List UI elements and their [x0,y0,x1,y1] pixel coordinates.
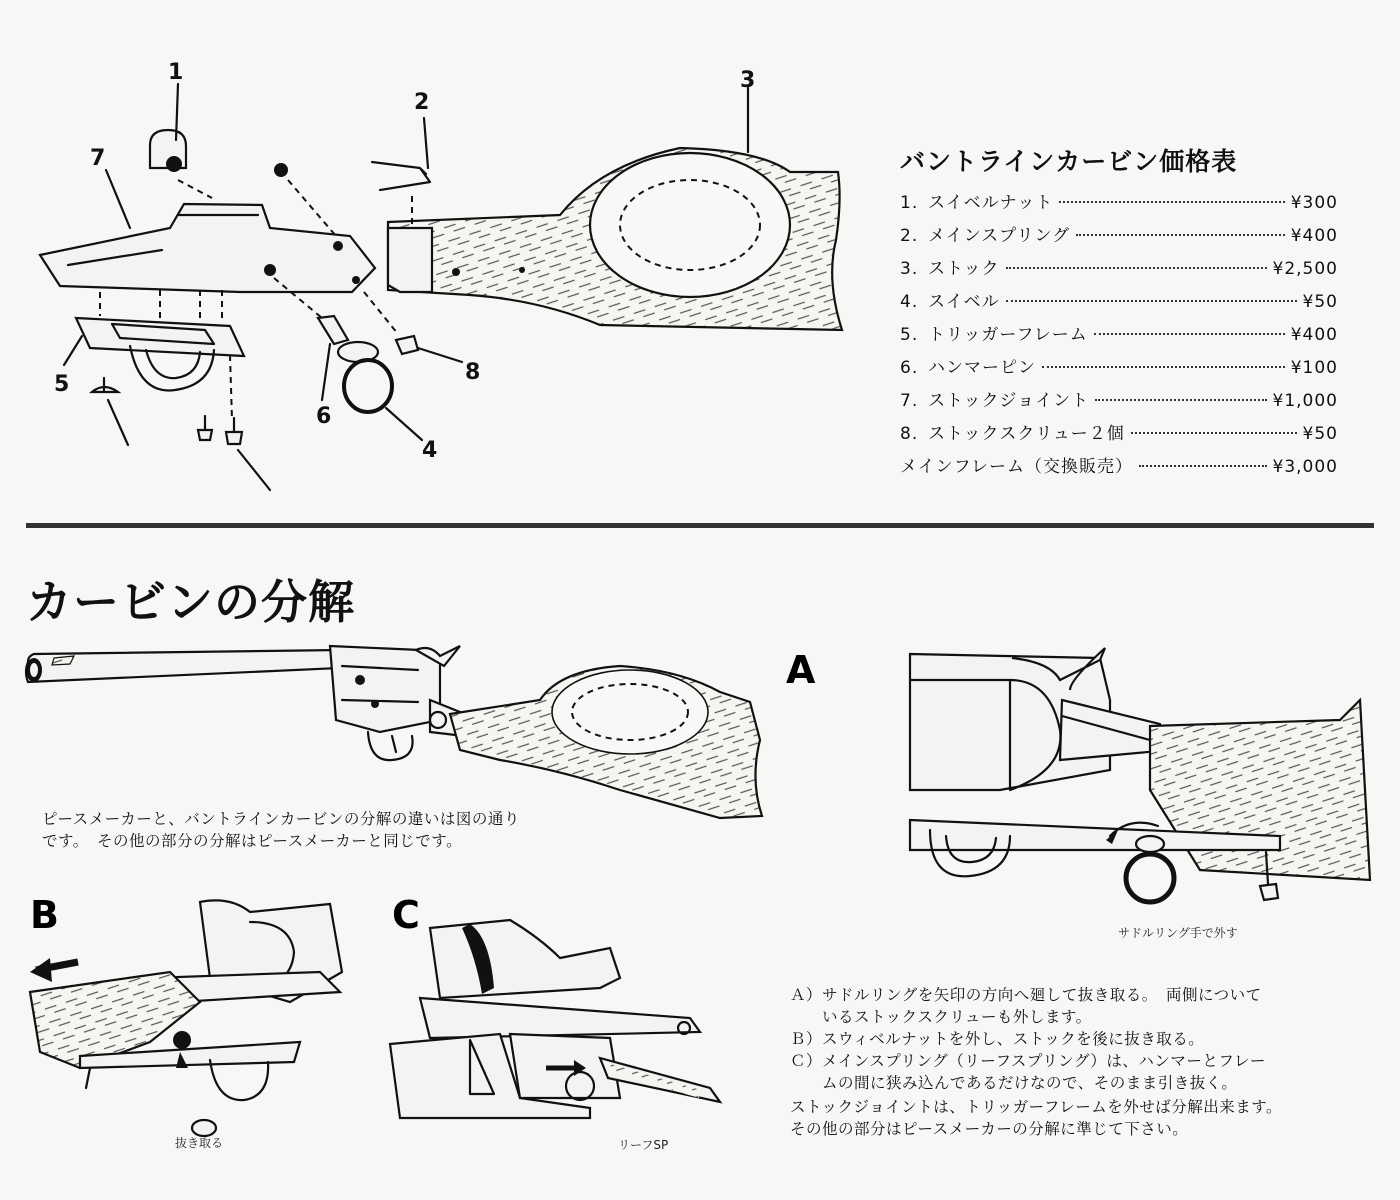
part-name: メインスプリング [928,226,1071,246]
mainspring-part [372,162,430,190]
part-name: ストック [928,259,1000,279]
part-price: ¥2,500 [1272,259,1338,279]
instruction-b: Ｂ）スウィベルナットを外し、ストックを後に抜き取る。 [790,1030,1205,1048]
label-3: 3 [740,68,756,93]
label-5: 5 [54,372,70,397]
part-price: ¥300 [1290,193,1338,213]
price-row-main-frame [900,452,1338,477]
instruction-c-line-1: Ｃ）メインスプリング（リーフスプリング）は、ハンマーとフレー [790,1052,1266,1070]
part-name: ハンマーピン [928,358,1036,378]
instruction-a-line-2: いるストックスクリューも外します。 [822,1008,1092,1026]
part-price: ¥1,000 [1272,391,1338,411]
stock-joint-part [40,204,375,292]
section-title: カービンの分解 [26,575,355,629]
label-6: 6 [316,404,332,429]
intro-line-2: です。 その他の部分の分解はピースメーカーと同じです。 [42,832,463,850]
price-row: 1. スイベルナット ¥300 [900,188,1338,213]
label-4: 4 [422,438,438,463]
price-row: 6. ハンマーピン ¥100 [900,353,1338,378]
part-name: スイベルナット [928,193,1054,213]
figure-b-illustration [30,892,370,1142]
part-name: ストックスクリュー２個 [928,424,1125,444]
label-1: 1 [168,60,184,85]
price-row: 2. メインスプリング ¥400 [900,221,1338,246]
instruction-c-line-2: ムの間に狭み込んであるだけなので、そのまま引き抜く。 [822,1074,1238,1092]
section-divider [26,523,1374,528]
part-price: ¥100 [1290,358,1338,378]
price-row: 7. ストックジョイント ¥1,000 [900,386,1338,411]
part-price: ¥400 [1290,226,1338,246]
price-row: 3. ストック ¥2,500 [900,254,1338,279]
figure-c-illustration [390,898,730,1148]
instruction-note-2: その他の部分はピースメーカーの分解に準じて下さい。 [790,1120,1189,1138]
instruction-note-1: ストックジョイントは、トリッガーフレームを外せば分解出来ます。 [790,1098,1282,1116]
price-row: 4. スイベル ¥50 [900,287,1338,312]
label-2: 2 [414,90,430,115]
figure-a-illustration [900,640,1370,940]
part-name: メインフレーム（交換販売） [900,457,1133,477]
handwritten-note-c: リーフSP [618,1138,669,1152]
instruction-a-line-1: Ａ）サドルリングを矢印の方向へ廻して抜き取る。 両側について [790,986,1262,1004]
hammer-pin-part [318,316,348,344]
handwritten-note-a: サドルリング手で外す [1118,926,1238,940]
part-price: ¥50 [1302,292,1338,312]
figure-a-letter: A [786,648,816,692]
part-price: ¥50 [1302,424,1338,444]
price-table-title: バントラインカービン価格表 [900,147,1238,176]
label-8: 8 [465,360,481,385]
label-7: 7 [90,146,106,171]
carbine-illustration [20,640,780,820]
figure-c-letter: C [392,893,420,937]
handwritten-note-b: 抜き取る [175,1136,224,1150]
price-row: 5. トリッガーフレーム ¥400 [900,320,1338,345]
trigger-frame-part [76,318,244,356]
part-price: ¥400 [1290,325,1338,345]
part-name: スイベル [928,292,1000,312]
price-row: 8. ストックスクリュー２個 ¥50 [900,419,1338,444]
intro-line-1: ピースメーカーと、バントラインカービンの分解の違いは図の通り [42,810,520,828]
part-name: ストックジョイント [928,391,1090,411]
part-price: ¥3,000 [1272,457,1338,477]
figure-b-letter: B [30,893,59,937]
part-name: トリッガーフレーム [928,325,1088,345]
